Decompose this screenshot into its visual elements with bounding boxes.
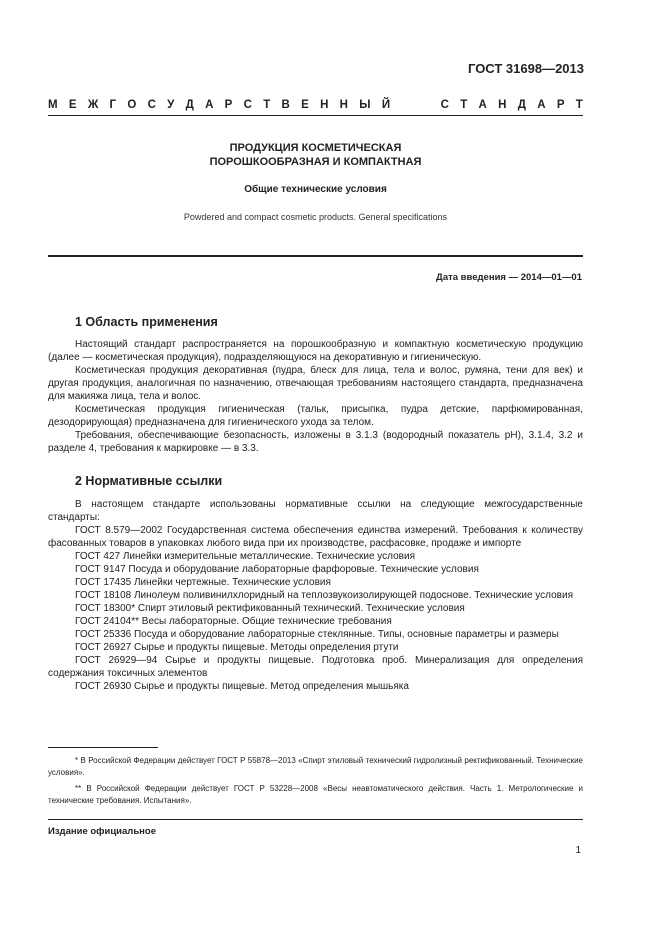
banner-letter: Ж xyxy=(87,99,99,111)
banner-letter: Н xyxy=(339,99,348,111)
title-rule xyxy=(48,255,583,257)
banner-letter: А xyxy=(205,99,214,111)
banner-letter: Р xyxy=(556,99,565,111)
official-edition-label: Издание официальное xyxy=(48,826,156,837)
reference-item: ГОСТ 26930 Сырье и продукты пищевые. Метод определения мышьяка xyxy=(75,681,409,692)
standard-code: ГОСТ 31698—2013 xyxy=(468,61,584,76)
banner-letter: Е xyxy=(301,99,309,111)
banner-letter: Й xyxy=(381,99,391,111)
section-2-heading: 2 Нормативные ссылки xyxy=(75,474,223,488)
paragraph: Настоящий стандарт распространяется на порошкообразную и компактную косметическую продукцию (далее — косметическая продукция), подразделяющуюся на декоративную и гигиеническую. xyxy=(48,339,583,363)
footnotes xyxy=(48,755,583,811)
banner-letter: Р xyxy=(224,99,233,111)
paragraph: Требования, обеспечивающие безопасность, изложены в 3.1.3 (водородный показатель рН), 3.1.4, 3.2 и разделе 4, требования к маркировке — в 3.3. xyxy=(48,430,583,454)
banner-letter: Т xyxy=(575,99,583,111)
banner-letter: С xyxy=(440,99,449,111)
reference-item: ГОСТ 18300* Спирт этиловый ректификованный технический. Технические условия xyxy=(75,603,465,614)
banner-letter: Ы xyxy=(359,99,371,111)
reference-item: ГОСТ 26927 Сырье и продукты пищевые. Методы определения ртути xyxy=(75,642,399,653)
paragraph: Косметическая продукция гигиеническая (тальк, присыпка, пудра детские, парфюмированная, дезодорирующая) предназначена для гигиенического ухода за телом. xyxy=(48,404,583,428)
banner-letter: Т xyxy=(263,99,271,111)
footnote-rule xyxy=(48,747,158,748)
banner-letter: Т xyxy=(460,99,468,111)
title-line-2: ПОРОШКООБРАЗНАЯ И КОМПАКТНАЯ xyxy=(209,156,422,168)
reference-item: ГОСТ 24104** Весы лабораторные. Общие технические требования xyxy=(75,616,392,627)
reference-item: ГОСТ 18108 Линолеум поливинилхлоридный на теплозвукоизолирующей подоснове. Технические условия xyxy=(75,590,573,601)
page-number: 1 xyxy=(575,845,581,856)
banner-letter: С xyxy=(243,99,252,111)
banner-letter: М xyxy=(48,99,58,111)
footnote: * В Российской Федерации действует ГОСТ Р 55878—2013 «Спирт этиловый технический гидролизный ректификованный. Технические условия». xyxy=(48,756,583,777)
banner-letter: У xyxy=(167,99,175,111)
english-title: Powdered and compact cosmetic products. General specifications xyxy=(183,212,448,222)
introduction-date: Дата введения — 2014—01—01 xyxy=(436,272,582,283)
standard-banner xyxy=(48,99,583,111)
banner-letter: Н xyxy=(498,99,507,111)
section-2-body xyxy=(48,498,583,693)
banner-letter: Д xyxy=(185,99,194,111)
banner-letter: Д xyxy=(517,99,526,111)
reference-item: ГОСТ 9147 Посуда и оборудование лабораторные фарфоровые. Технические условия xyxy=(75,564,479,575)
banner-letter: С xyxy=(147,99,156,111)
reference-item: ГОСТ 8.579—2002 Государственная система обеспечения единства измерений. Требования к количеству фасованных товаров в упаковках любого вида при их производстве, расфасовке, продаже и импорте xyxy=(48,525,583,549)
banner-rule xyxy=(48,115,583,116)
footnote: ** В Российской Федерации действует ГОСТ Р 53228—2008 «Весы неавтоматического действия. Часть 1. Метрологические и технические требования. Испытания». xyxy=(48,784,583,805)
reference-item: ГОСТ 17435 Линейки чертежные. Технические условия xyxy=(75,577,331,588)
banner-gap xyxy=(401,99,429,111)
paragraph: Косметическая продукция декоративная (пудра, блеск для лица, тела и волос, румяна, тени для век) и другая продукция, аналогичная по назначению, отвечающая требованиям настоящего стандарта, предназначена для макияжа лица, тела и волос. xyxy=(48,365,583,402)
banner-letter: А xyxy=(478,99,487,111)
section-1-heading: 1 Область применения xyxy=(75,315,218,329)
document-subtitle: Общие технические условия xyxy=(244,184,387,195)
banner-letter: В xyxy=(281,99,290,111)
banner-letter: А xyxy=(537,99,546,111)
banner-letter: Г xyxy=(109,99,117,111)
banner-letter: О xyxy=(127,99,137,111)
title-line-1: ПРОДУКЦИЯ КОСМЕТИЧЕСКАЯ xyxy=(229,142,402,154)
footer-rule xyxy=(48,819,583,820)
banner-letter: Е xyxy=(68,99,77,111)
banner-letter: Н xyxy=(320,99,329,111)
reference-item: ГОСТ 427 Линейки измерительные металлические. Технические условия xyxy=(75,551,415,562)
document-title xyxy=(48,141,583,169)
reference-item: ГОСТ 25336 Посуда и оборудование лабораторные стеклянные. Типы, основные параметры и размеры xyxy=(75,629,559,640)
section-1-body xyxy=(48,338,583,455)
paragraph: В настоящем стандарте использованы нормативные ссылки на следующие межгосударственные стандарты: xyxy=(48,499,583,523)
reference-item: ГОСТ 26929—94 Сырье и продукты пищевые. Подготовка проб. Минерализация для определения содержания токсичных элементов xyxy=(48,655,583,679)
